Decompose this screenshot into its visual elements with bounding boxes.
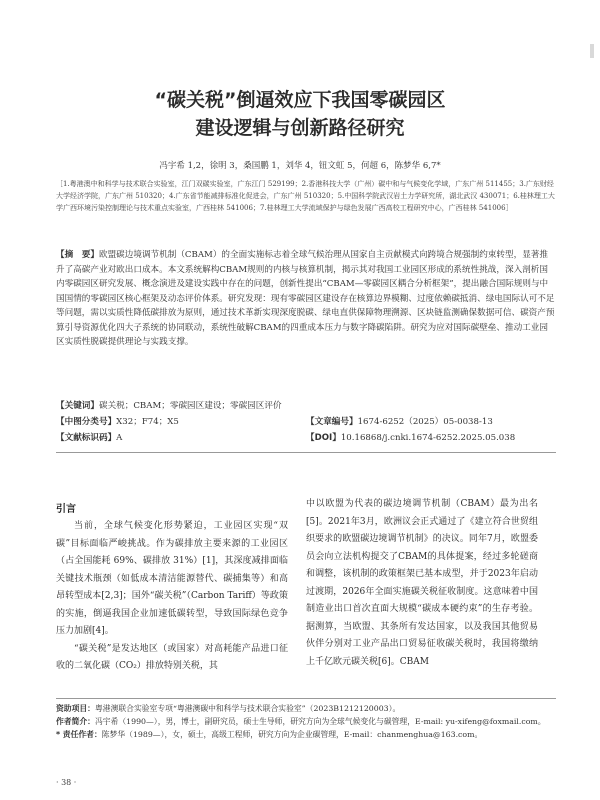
classification-row [56, 414, 556, 430]
abstract-text: 欧盟碳边境调节机制（CBAM）的全面实施标志着全球气候治理从国家自主贡献模式向跨境合规强制约束转型，显著推升了高碳产业对欧出口成本。本文系统解构CBAM规则的内核与核算机制，揭示其对我国工业园区形成的系统性挑战，深入剖析国内零碳园区研究发展、概念演进及建设实践中存在的问题，创新性提出“CBAM—零碳园区耦合分析框架”，提出融合国际规则与中国国情的零碳园区核心框架及动态评价体系。研究发现：现有零碳园区建设存在核算边界模糊、过度依赖碳抵消、绿电国际认可不足等问题，需以实质性降低碳排放为原则，通过技术革新实现深度脱碳、绿电直供保障物理溯源、区块链监测确保数据可信、碳资产预算引导资源优化四大子系统的协同联动，系统性破解CBAM的四重成本压力与数字降碳陷阱。研究为应对国际碳壁垒、推动工业园区实质性脱碳提供理论与实践支撑。 [56, 250, 555, 347]
doc-code-value: A [116, 433, 123, 443]
doi-label: 【DOI】 [306, 433, 341, 443]
article-metadata [56, 398, 556, 446]
keywords-text: 碳关税；CBAM；零碳园区建设；零碳园区评价 [98, 401, 282, 411]
doc-code-label: 【文献标识码】 [56, 433, 117, 443]
doc-doi-row [56, 430, 556, 446]
funding-label: 资助项目： [56, 704, 95, 713]
funding-note [56, 702, 556, 715]
article-title [40, 86, 560, 142]
corresponding-text: 陈梦华（1989—），女，硕士，高级工程师，研究方向为企业碳管理，E-mail：chanmenghua@163.com。 [101, 730, 483, 739]
corresponding-note [56, 728, 556, 741]
title-line-1: “碳关税”倒逼效应下我国零碳园区 [154, 89, 446, 111]
author-intro-text: 冯宇希（1990—），男，博士，副研究员，硕士生导师，研究方向为全球气候变化与碳管理，E-mail: yu-xifeng@foxmail.com。 [94, 717, 546, 726]
body-paragraph: “碳关税”是发达地区（或国家）对高耗能产品进口征收的二氧化碳（CO₂）排放特别关税，其 [56, 643, 288, 671]
body-paragraph: 当前，全球气候变化形势紧迫，工业园区实现“双碳”目标面临严峻挑战。作为碳排放主要来源的工业园区（占全国能耗 69%、碳排放 31%）[1]，其深度减排面临关键技术瓶颈（如低成本清洁能源替代、碳捕集等）和高昂转型成本[2,3]；国外“碳关税”（Carbon Tariff）等政策的实施，倒逼我国企业加速低碳转型，导致国际绿色竞争压力加剧[4]。 [56, 521, 288, 636]
page-number: · 38 · [56, 778, 77, 787]
author-note [56, 715, 556, 728]
keywords-row [56, 398, 556, 414]
body-column-left [56, 518, 288, 676]
author-list: 冯宇希 1,2，徐明 3，桑国鹏 1，刘华 4，钮文虹 5，何超 6，陈梦华 6,7* [159, 161, 441, 171]
side-tab-marker [590, 44, 594, 58]
author-intro-label: 作者简介： [56, 717, 95, 726]
body-paragraph: 中以欧盟为代表的碳边境调节机制（CBAM）最为出名[5]。2021年3月，欧洲议会正式通过了《建立符合世贸组织要求的欧盟碳边境调节机制》的决议。同年7月，欧盟委员会向立法机构提交了CBAM的具体提案，经过多轮磋商和调整，该机制的政策框架已基本成型，并于2023年启动过渡期，2026年全面实施碳关税征收制度。这意味着中国制造业出口首次直面大规模“碳成本硬约束”的生存考验。据测算，当欧盟、其条所有发达国家，以及我国其他贸易伙伴分别对工业产品出口贸易征收碳关税时，我国将缴纳上千亿欧元碳关税[6]。CBAM [306, 499, 538, 667]
abstract-label: 【摘 要】 [56, 250, 99, 260]
doi-value: 10.16868/j.cnki.1674-6252.2025.05.038 [340, 433, 516, 443]
footnotes [56, 702, 556, 741]
clc-value: X32；F74；X5 [116, 417, 179, 427]
abstract-block [56, 248, 556, 350]
intro-heading: 引言 [56, 504, 76, 515]
body-column-right [306, 496, 538, 671]
title-line-2: 建设逻辑与创新路径研究 [195, 117, 405, 139]
article-no-label: 【文章编号】 [306, 417, 358, 427]
clc-label: 【中图分类号】 [56, 417, 117, 427]
section-divider [56, 452, 556, 453]
funding-text: 粤港澳联合实验室专项“粤港澳碳中和科学与技术联合实验室”（2023B1212120003）。 [94, 704, 401, 713]
corresponding-label: * 责任作者： [56, 730, 102, 739]
article-no-value: 1674-6252（2025）05-0038-13 [357, 417, 493, 427]
footnote-divider [56, 698, 556, 699]
keywords-label: 【关键词】 [56, 401, 99, 411]
affiliations: ［1.粤港澳中和科学与技术联合实验室，江门双碳实验室，广东江门 529199；2.香港科技大学（广州）碳中和与气候变化学域，广东广州 511455；3.广东财经大学经济学院，广东广州 510320；4.广东省节能减排标准化促进会，广东广州 510320；5.中国科学院武汉岩土力学研究所，湖北武汉 430071；6.桂林理工大学广西环境污染控制理论与技术重点实验室，广西桂林 541006；7.桂林理工大学流域保护与绿色发展广西高校工程研究中心，广西桂林 541006］ [56, 180, 555, 212]
